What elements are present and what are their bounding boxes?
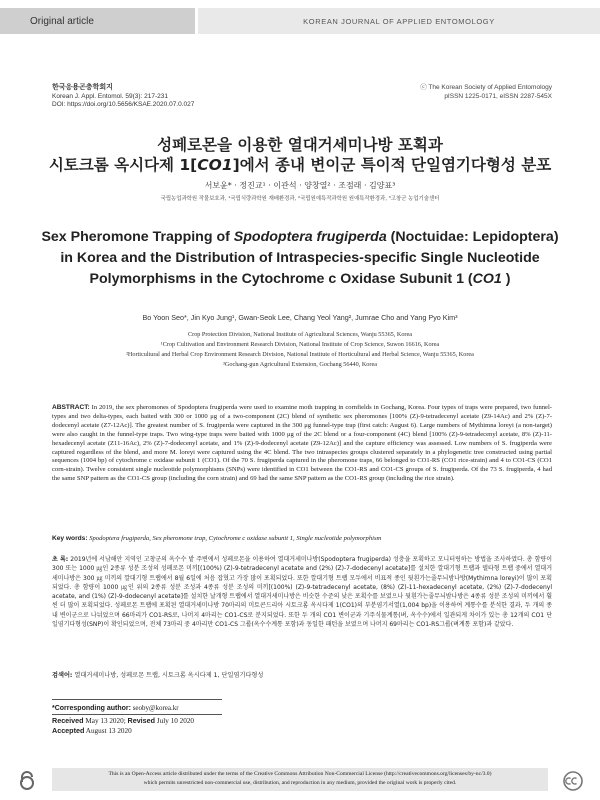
copyright-block [420, 84, 552, 101]
footnote-divider [52, 699, 222, 700]
doi-link[interactable]: DOI: https://doi.org/10.5656/KSAE.2020.07.0.027 [52, 101, 195, 108]
title-en-part: Polymorphisms in the Cytochrome c Oxidase Subunit 1 ( [89, 271, 473, 287]
license-box [52, 768, 548, 791]
footnote-divider [52, 714, 222, 715]
issn-line: pISSN 1225-0171, eISSN 2287-545X [444, 92, 552, 100]
affiliations-kr: 국립농업과학원 작물보호과, ¹국립식량과학원 재배환경과, ²국립원예특작과학원 원예특작환경과, ³고창군 농업기술센터 [160, 196, 440, 202]
accepted-line [52, 726, 194, 736]
title-en-part: ) [501, 271, 511, 287]
title-kr-line-2 [40, 153, 560, 175]
keywords-kr-text: 열대거세미나방, 성페로몬 트랩, 시토크롬 옥시다제 1, 단일염기다형성 [74, 672, 264, 679]
title-en-species: Spodoptera frugiperda [233, 229, 387, 245]
title-kr-part: 시토크롬 옥시다제 1[ [48, 156, 198, 174]
corresponding-email[interactable]: seoby@korea.kr [132, 704, 179, 712]
title-kr-gene: CO1 [197, 156, 233, 174]
corresponding-author [52, 703, 179, 714]
title-en-line-1 [30, 229, 570, 245]
keywords-kr-label: 검색어: [52, 672, 73, 679]
title-en-gene: CO1 [472, 271, 502, 287]
open-access-logo [12, 770, 42, 792]
abstract-label: ABSTRACT: [52, 404, 90, 411]
license-line-2: which permits unrestricted non-commercial use, distribution, and reproduction in any medium, provided the original work is properly cited. [143, 780, 457, 786]
received-label: Received [52, 716, 84, 725]
revised-date: July 10 2020 [156, 717, 195, 725]
keywords-text: Spodoptera frugiperda, Sex pheromone trap, Cytochrome c oxidase subunit 1, Single nucleotide polymorphism [89, 535, 382, 542]
article-type-label: Original article [30, 15, 94, 27]
accepted-date: August 13 2020 [85, 727, 132, 736]
journal-name-kr: 한국응용곤충학회지 [52, 84, 113, 91]
title-en-part: (Noctuidae: Lepidoptera) [386, 229, 559, 245]
received-revised-line [52, 716, 194, 726]
affiliation-en: ¹Crop Cultivation and Environment Research Division, National Institute of Crop Science, Suwon 16616, Korea [160, 341, 440, 348]
affiliation-en: ³Gochang-gun Agricultural Extension, Gochang 56440, Korea [223, 361, 377, 368]
creative-commons-logo [556, 770, 590, 792]
affiliation-en: ²Horticultural and Herbal Crop Environment Research Division, National Institute of Horticultural and Herbal Science, Wanju 55365, Korea [126, 351, 474, 358]
received-date: May 13 2020; [85, 717, 126, 725]
authors-kr: 서보윤* · 정진교¹ · 이관석 · 양창열² · 조점래 · 김양표³ [204, 181, 396, 190]
authors-en: Bo Yoon Seo*, Jin Kyo Jung¹, Gwan-Seok Lee, Chang Yeol Yang², Jumrae Cho and Yang Pyo Kim³ [142, 313, 458, 322]
accepted-label: Accepted [52, 726, 85, 736]
citation-block [52, 84, 194, 110]
article-type-tab [0, 8, 195, 34]
title-en-line-3 [30, 271, 570, 287]
journal-citation: Korean J. Appl. Entomol. 59(3): 217-231 [52, 92, 168, 100]
keywords [52, 535, 552, 544]
copyright-line: ⓒ The Korean Society of Applied Entomology [420, 84, 552, 91]
title-kr-part: ]에서 종내 변이군 특이적 단일염기다형성 분포 [232, 156, 552, 174]
abstract-text: In 2019, the sex pheromones of Spodoptera frugiperda were used to examine moth trapping in cornfields in Gochang, Korea. Four types of traps were prepared, two funnel-types and two delta-types, each baited with 300 or 1000 μg of a two-component (2C) blend of synthetic sex pheromones [100% (Z)-9-tetradecenyl acetate (Z9-14Ac) and 2% (Z)-7-dodecenyl acetate (Z7-12Ac)]. The greatest number of S. frugiperda were captured in the 300 μg funnel-type trap (first catch: August 6). Large numbers of Mythimna loreyi (a non-target) were also caught in the funnel-type traps. Two wing-type traps were baited with 1000 μg of the 2C blend or a four-component (4C) blend [100% (Z)-9-tetradecenyl acetate, 8% (Z)-11-hexadecenyl acetate (Z11-16Ac), 2% (Z)-7-dodecenyl acetate, and 1% (Z)-9-dodecenyl acetate (Z9-12Ac)] and the capture efficiency was assessed. Low numbers of S. frugiperda were captured regardless of the blend, and more M. loreyi were captured using the 4C blend. The two intraspecies groups clustered separately in a phylogenetic tree constructed using partial sequences (1004 bp) of cytochrome c oxidase subunit 1 (CO1). Of the 70 S. frugiperda captured in the pheromone traps, 66 belonged to CO1-RS (CO1 rice-strain) and 4 to CO1-CS (CO1 corn-strain). Twelve consistent single nucleotide polymorphisms (SNPs) were identified in CO1 between the CO1-RS and CO1-CS groups of S. frugiperda. Of the 73 S. frugiperda, 4 had the same SNP pattern as the CO1-CS group (including the corn strain) and 69 had the same SNP pattern as the CO1-RS group (including the rice strain). [52, 404, 552, 483]
abstract [52, 404, 552, 484]
dates-block [52, 716, 194, 736]
license-line-1: This is an Open-Access article distributed under the terms of the Creative Commons Attribution Non-Commercial License (http://creativecommons.org/licenses/by-nc/3.0) [108, 771, 492, 777]
revised-label: Revised [127, 716, 156, 725]
title-en-part: Sex Pheromone Trapping of [41, 229, 234, 245]
header-bar [0, 0, 600, 36]
affiliation-en: Crop Protection Division, National Institute of Agricultural Sciences, Wanju 55365, Korea [188, 331, 412, 338]
abstract-kr [52, 555, 552, 629]
title-en-line-2: in Korea and the Distribution of Intraspecies-specific Single Nucleotide [60, 250, 540, 266]
keywords-kr [52, 670, 552, 679]
corresponding-label: *Corresponding author: [52, 705, 131, 712]
abstract-kr-label: 초 록: [52, 556, 69, 563]
journal-banner-label: KOREAN JOURNAL OF APPLIED ENTOMOLOGY [303, 16, 495, 26]
keywords-label: Key words: [52, 535, 88, 542]
title-kr-line-1: 성페로몬을 이용한 열대거세미나방 포획과 [157, 136, 443, 154]
journal-banner [198, 8, 600, 34]
abstract-kr-text: 2019년에 서남해안 지역인 고창군의 옥수수 밭 주변에서 성페로몬을 이용하여 열대거세미나방(Spodoptera frugiperda) 성충을 포획하고 모니터링하는 방법을 조사하였다. 총 함량이 300 또는 1000 ㎍인 2종류 성분 조성의 성페로몬 미끼[(100%) (Z)-9-tetradecenyl acetate and (2%) (Z)-7-dodecenyl acetate]를 설치한 깔대기형 트랩과 델타형 트랩 중에서 열대거세미나방은 300 ㎍ 미끼의 깔대기형 트랩에서 8월 6일에 처음 잡혔고 가장 많이 포획되었다. 또한 깔대기형 트랩 모두에서 비표적 종인 뒷흰가는줄무늬밤나방(Mythimna loreyi)이 많이 포획되었다. 총 함량이 1000 ㎍인 위의 2종류 성분 조성과 4종류 성분 조성의 미끼[(100%) (Z)-9-tetradecenyl acetate, (8%) (Z)-11-hexadecenyl acetate, (2%) (Z)-7-dodecenyl acetate, and (1%) (Z)-9-dodecenyl acetate]를 설치한 날개형 트랩에서 열대거세미나방은 비슷한 수준의 낮은 포획수를 보였으나 뒷흰가는줄무늬밤나방은 4종류 성분 조성의 미끼에서 훨씬 더 많이 포획되었다. 성페로몬 트랩에 포획된 열대거세미나방 70마리의 미토콘드리아 시토크롬 옥시다제 1(CO1)의 부분염기서열(1,004 bp)을 이용하여 계통수를 분석한 결과, 두 개의 종내 변이군으로 나뉘었으며 66마리가 CO1-RS로, 나머지 4마리는 CO1-CS로 분지되었다. 또한 두 개의 CO1 변이군과 기주식물계통(벼, 옥수수)에서 일관되게 차이가 있는 총 12개의 CO1 단일염기다형성(SNP)이 확인되었으며, 전체 73마리 중 4마리만 CO1-CS 그룹(옥수수계통 포함)과 동일한 패턴을 보였으며 나머지 69마리는 CO1-RS그룹(벼계통 포함)과 같았다. [52, 556, 552, 629]
